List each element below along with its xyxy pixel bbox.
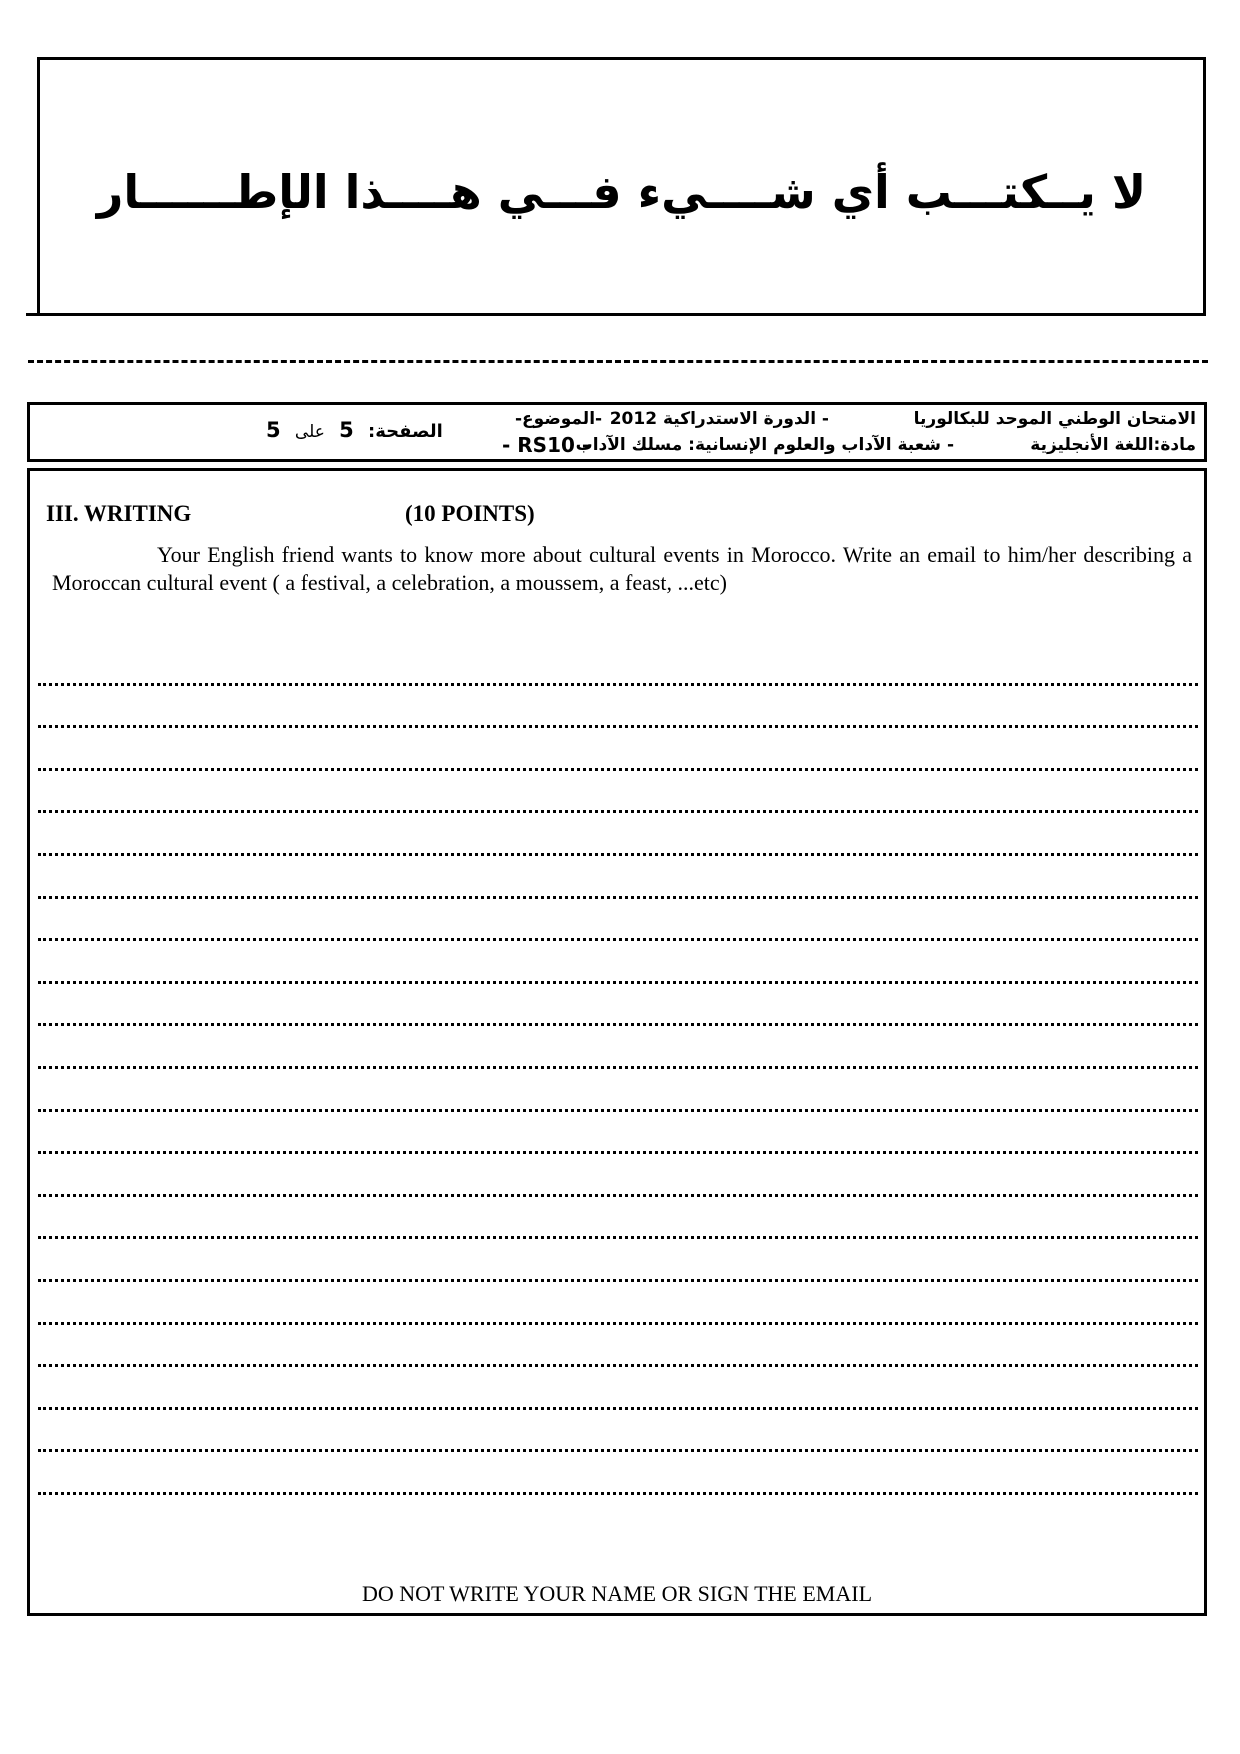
answer-line[interactable]: [38, 1197, 1198, 1240]
answer-line[interactable]: [38, 643, 1198, 686]
do-not-write-banner: لا يــكتـــب أي شــــيء فـــي هــــذا الإطــــــار: [96, 164, 1147, 219]
answer-line[interactable]: [38, 1026, 1198, 1069]
writing-prompt: Your English friend wants to know more about cultural events in Morocco. Write an email to him/her describing a Moroccan cultural event ( a festival, a celebration, a moussem, a feast, ...etc): [52, 542, 1192, 595]
footer-note: DO NOT WRITE YOUR NAME OR SIGN THE EMAIL: [361, 1581, 873, 1606]
answer-line[interactable]: [38, 686, 1198, 729]
exam-session: - الدورة الاستدراكية 2012: [609, 409, 829, 429]
answer-line[interactable]: [38, 813, 1198, 856]
section-heading: III. WRITING: [46, 501, 192, 526]
answer-line[interactable]: [38, 1452, 1198, 1495]
answer-line[interactable]: [38, 1325, 1198, 1368]
answer-line[interactable]: [38, 1239, 1198, 1282]
exam-header: [27, 402, 1207, 462]
frame-underline: [26, 313, 1206, 316]
answer-line[interactable]: [38, 771, 1198, 814]
topic-label: -الموضوع-: [515, 409, 603, 429]
exam-title: الامتحان الوطني الموحد للبكالوريا: [913, 409, 1196, 429]
answer-line[interactable]: [38, 1367, 1198, 1410]
answer-line[interactable]: [38, 1112, 1198, 1155]
answer-line[interactable]: [38, 1069, 1198, 1112]
page-of: على: [294, 422, 325, 442]
answer-line[interactable]: [38, 941, 1198, 984]
section-points: (10 POINTS): [405, 501, 535, 526]
answer-line[interactable]: [38, 728, 1198, 771]
answer-line[interactable]: [38, 1154, 1198, 1197]
answer-line[interactable]: [38, 1410, 1198, 1453]
answer-lines: [38, 643, 1198, 1495]
page-label: الصفحة:: [368, 421, 443, 442]
answer-line[interactable]: [38, 856, 1198, 899]
page-indicator: [258, 418, 443, 442]
answer-line[interactable]: [38, 899, 1198, 942]
answer-line[interactable]: [38, 1282, 1198, 1325]
answer-line[interactable]: [38, 984, 1198, 1027]
exam-branch: - شعبة الآداب والعلوم الإنسانية: مسلك الآداب: [575, 435, 954, 455]
do-not-write-frame: [37, 57, 1206, 316]
topic-code: - RS10 -: [502, 433, 591, 457]
page-current: 5: [339, 418, 354, 442]
page-total: 5: [266, 418, 281, 442]
cut-line-divider: [28, 360, 1208, 363]
writing-section: [27, 468, 1207, 1616]
exam-subject: مادة:اللغة الأنجليزية: [1030, 435, 1196, 455]
